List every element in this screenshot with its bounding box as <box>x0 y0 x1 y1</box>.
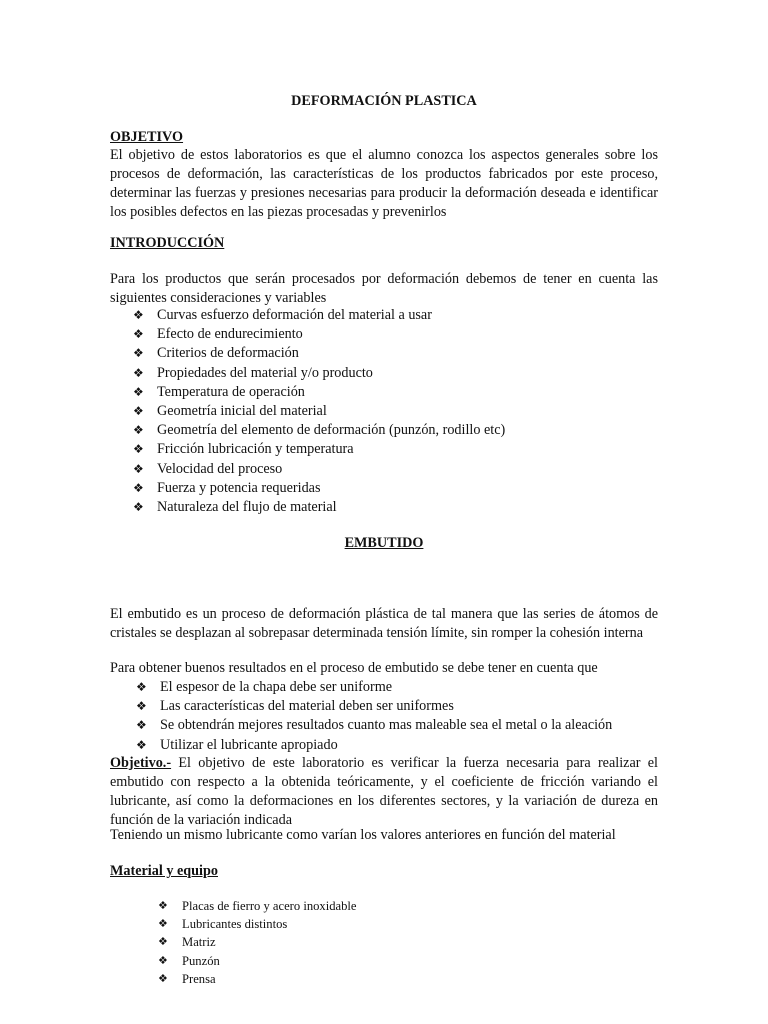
material-heading: Material y equipo <box>110 863 218 879</box>
diamond-bullet-icon: ❖ <box>136 680 147 694</box>
list-item <box>133 421 505 440</box>
diamond-bullet-icon: ❖ <box>133 500 144 515</box>
diamond-bullet-icon: ❖ <box>133 365 144 380</box>
list-item <box>158 933 357 951</box>
list-item-text: Naturaleza del flujo de material <box>157 499 337 516</box>
list-item <box>133 325 505 344</box>
diamond-bullet-icon: ❖ <box>158 935 168 949</box>
embutido-requirements-intro: Para obtener buenos resultados en el proceso de embutido se debe tener en cuenta que <box>110 660 598 676</box>
list-item <box>133 479 505 498</box>
list-item-text: Geometría del elemento de deformación (punzón, rodillo etc) <box>157 422 506 439</box>
list-item <box>158 915 357 933</box>
diamond-bullet-icon: ❖ <box>158 917 168 931</box>
objetivo-heading: OBJETIVO <box>110 129 184 145</box>
list-item <box>133 383 505 402</box>
list-item <box>133 402 505 421</box>
list-item <box>133 344 505 363</box>
list-item <box>133 364 505 383</box>
list-item-text: Fricción lubricación y temperatura <box>157 441 354 458</box>
embutido-paragraph: El embutido es un proceso de deformación plástica de tal manera que las series de átomos de cristales se desplazan al sobrepasar determinada tensión límite, sin romper la cohesión interna <box>110 606 658 641</box>
list-item <box>133 460 505 479</box>
diamond-bullet-icon: ❖ <box>158 899 168 912</box>
diamond-bullet-icon: ❖ <box>136 737 147 752</box>
introduccion-paragraph: Para los productos que serán procesados por deformación debemos de tener en cuenta las siguientes consideraciones y variables <box>110 271 658 306</box>
list-item-text: Se obtendrán mejores resultados cuanto mas maleable sea el metal o la aleación <box>160 717 613 734</box>
list-item-text: Placas de fierro y acero inoxidable <box>182 899 357 913</box>
diamond-bullet-icon: ❖ <box>133 384 144 399</box>
document-title: DEFORMACIÓN PLASTICA <box>291 93 477 109</box>
list-item-text: Criterios de deformación <box>157 345 299 362</box>
diamond-bullet-icon: ❖ <box>136 699 147 714</box>
diamond-bullet-icon: ❖ <box>136 718 147 733</box>
diamond-bullet-icon: ❖ <box>133 442 144 457</box>
diamond-bullet-icon: ❖ <box>133 423 144 438</box>
list-item <box>133 498 505 517</box>
diamond-bullet-icon: ❖ <box>133 308 144 322</box>
material-list <box>158 897 357 988</box>
list-item-text: Curvas esfuerzo deformación del material a usar <box>157 307 432 323</box>
diamond-bullet-icon: ❖ <box>133 346 144 361</box>
list-item-text: Lubricantes distintos <box>182 917 288 932</box>
list-item-text: Geometría inicial del material <box>157 403 327 420</box>
list-item-text: Matriz <box>182 935 216 950</box>
list-item <box>136 736 612 755</box>
list-item-text: Velocidad del proceso <box>157 460 283 477</box>
list-item-text: Las características del material deben ser uniformes <box>160 698 454 715</box>
objetivo-paragraph: El objetivo de estos laboratorios es que el alumno conozca los aspectos generales sobre los procesos de deformación, las características de los productos fabricados por este proceso, determinar las fuerzas y presiones necesarias para producir la deformación deseada e identificar los posibles defectos en las piezas procesadas y prevenirlos <box>110 147 658 220</box>
list-item <box>158 897 357 915</box>
list-item-text: El espesor de la chapa debe ser uniforme <box>160 679 393 695</box>
objetivo-lab-text: El objetivo de este laboratorio es verificar la fuerza necesaria para realizar el embutido con respecto a la obtenida teóricamente, y el coeficiente de fricción variando el lubricante, así como la deformaciones en los diferentes sectores, y la variación de dureza en función de la variación indicada <box>110 755 658 828</box>
list-item <box>133 306 505 325</box>
list-item <box>136 697 612 716</box>
diamond-bullet-icon: ❖ <box>133 461 144 476</box>
diamond-bullet-icon: ❖ <box>133 404 144 419</box>
diamond-bullet-icon: ❖ <box>133 327 144 342</box>
list-item <box>158 970 357 988</box>
list-item <box>133 440 505 459</box>
list-item-text: Efecto de endurecimiento <box>157 326 303 343</box>
objetivo-lab-label: Objetivo.- <box>110 755 172 771</box>
diamond-bullet-icon: ❖ <box>158 953 168 967</box>
considerations-list <box>133 306 505 517</box>
list-item-text: Utilizar el lubricante apropiado <box>160 736 338 753</box>
list-item <box>136 678 612 697</box>
list-item-text: Prensa <box>182 971 216 986</box>
lubricante-paragraph: Teniendo un mismo lubricante como varían los valores anteriores en función del material <box>110 827 616 843</box>
list-item <box>158 952 357 970</box>
embutido-heading: EMBUTIDO <box>344 535 424 551</box>
introduccion-heading: INTRODUCCIÓN <box>110 235 225 251</box>
list-item-text: Fuerza y potencia requeridas <box>157 479 321 496</box>
list-item-text: Punzón <box>182 953 220 968</box>
list-item-text: Propiedades del material y/o producto <box>157 364 373 381</box>
diamond-bullet-icon: ❖ <box>158 971 168 985</box>
list-item-text: Temperatura de operación <box>157 383 305 400</box>
objetivo-lab-paragraph <box>110 754 658 830</box>
embutido-requirements-list <box>136 678 612 755</box>
list-item <box>136 716 612 735</box>
diamond-bullet-icon: ❖ <box>133 480 144 495</box>
